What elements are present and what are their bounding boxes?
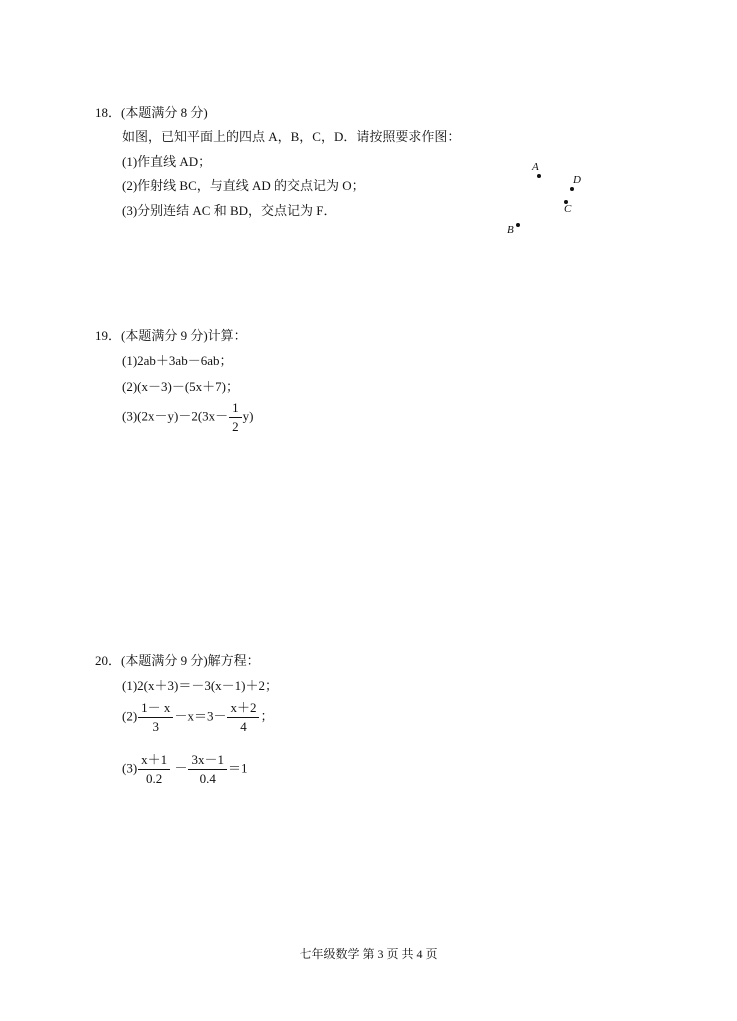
q20-item-3 [122, 752, 247, 787]
q20-item-1: (1)2(x＋3)＝－3(x－1)＋2； [122, 678, 278, 693]
point-b-label: B [507, 224, 514, 236]
q19-header [95, 325, 247, 344]
q18-score: (本题满分 8 分) [121, 105, 208, 120]
point-d-dot [570, 187, 574, 191]
point-c-label: C [564, 203, 572, 215]
fraction-denominator: 4 [240, 719, 247, 734]
q20-number: 20． [95, 653, 122, 668]
q20-item-3-fraction-1 [138, 752, 170, 787]
fraction-denominator: 0.4 [199, 771, 216, 786]
fraction-denominator: 0.2 [146, 771, 163, 786]
fraction-numerator: x＋2 [227, 700, 259, 718]
point-a-label: A [532, 161, 539, 173]
q20-item-2 [122, 700, 273, 735]
q19-item-3-suffix: y) [242, 408, 254, 424]
q20-item-3-middle: － [171, 760, 188, 776]
q18-item-3: (3)分别连结 AC 和 BD，交点记为 F． [122, 203, 337, 218]
q19-item-3-fraction [229, 400, 242, 435]
q20-item-2-middle: －x＝3－ [174, 708, 227, 724]
q18-item-2: (2)作射线 BC，与直线 AD 的交点记为 O； [122, 178, 365, 193]
q20-score: (本题满分 9 分)解方程： [121, 653, 260, 668]
fraction-numerator: x＋1 [138, 752, 170, 770]
q18-number: 18． [95, 105, 122, 120]
page-footer: 七年级数学 第 3 页 共 4 页 [299, 947, 438, 961]
q18-item-1: (1)作直线 AD； [122, 154, 212, 169]
q19-score: (本题满分 9 分)计算： [121, 328, 247, 343]
q20-item-2-prefix: (2) [122, 708, 138, 724]
q20-item-3-prefix: (3) [122, 760, 138, 776]
q20-item-2-fraction-1 [138, 700, 173, 735]
fraction-denominator: 2 [232, 419, 239, 434]
q20-item-2-fraction-2 [227, 700, 259, 735]
q19-item-2: (2)(x－3)－(5x＋7)； [122, 379, 239, 394]
q18-intro: 如图，已知平面上的四点 A，B，C，D．请按照要求作图： [122, 129, 461, 144]
point-a-dot [537, 174, 541, 178]
q19-item-1: (1)2ab＋3ab－6ab； [122, 353, 233, 368]
q20-header [95, 650, 260, 669]
q19-number: 19． [95, 328, 122, 343]
q19-item-3 [122, 400, 254, 435]
point-d-label: D [573, 174, 581, 186]
fraction-numerator: 3x－1 [188, 752, 227, 770]
q18-header [95, 102, 208, 121]
q20-item-2-suffix: ； [260, 708, 274, 724]
fraction-numerator: 1－ x [138, 700, 173, 718]
fraction-numerator: 1 [229, 400, 242, 418]
q19-item-3-prefix: (3)(2x－y)－2(3x－ [122, 408, 229, 424]
q20-item-3-suffix: ＝1 [227, 760, 248, 776]
point-b-dot [516, 223, 520, 227]
fraction-denominator: 3 [152, 719, 160, 734]
q20-item-3-fraction-2 [188, 752, 227, 787]
